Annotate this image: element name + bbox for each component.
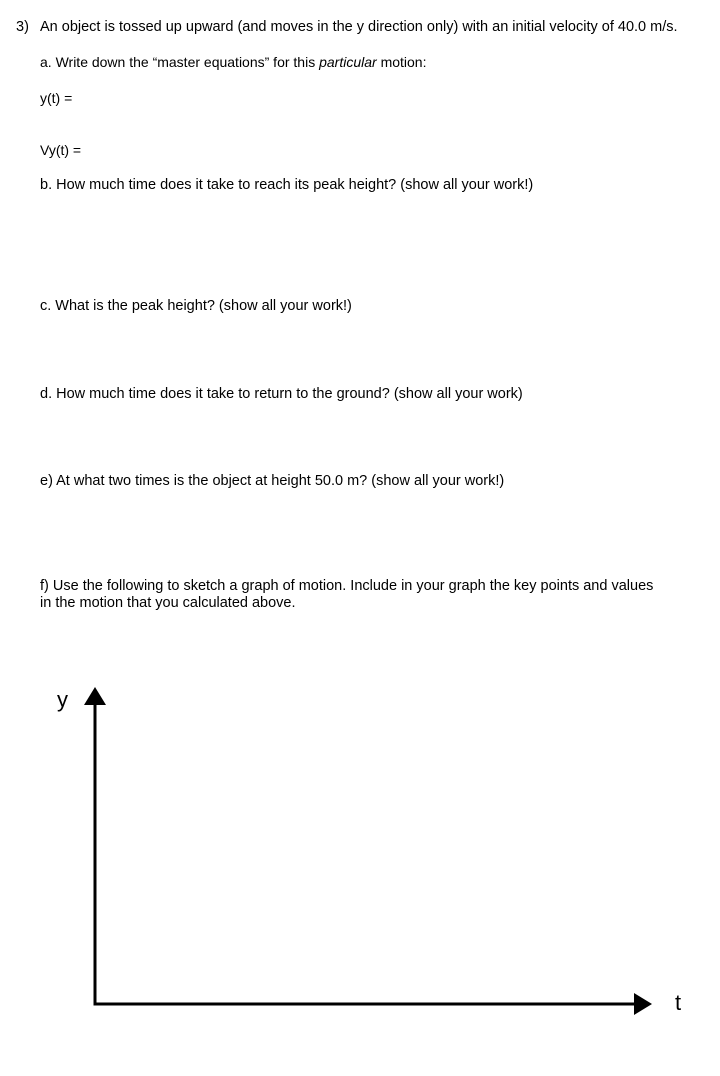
part-d-prompt: d. How much time does it take to return to the ground? (show all your work)	[40, 386, 523, 402]
part-e-prompt: e) At what two times is the object at height 50.0 m? (show all your work!)	[40, 473, 505, 489]
part-a-emphasis: particular	[319, 54, 377, 70]
part-f-prompt-line2: in the motion that you calculated above.	[40, 595, 296, 611]
question-stem: An object is tossed up upward (and moves in the y direction only) with an initial velocity of 40.0 m/s.	[40, 19, 678, 35]
part-a-prefix: a. Write down the “master equations” for this	[40, 54, 320, 70]
position-equation-label: y(t) =	[40, 90, 73, 106]
part-a-suffix: motion:	[376, 54, 427, 70]
part-c-prompt: c. What is the peak height? (show all your work!)	[40, 298, 352, 314]
part-f-prompt-line1: f) Use the following to sketch a graph of motion. Include in your graph the key points and values	[40, 578, 654, 594]
y-axis-label: y	[57, 687, 68, 712]
question-number: 3)	[16, 19, 29, 35]
t-axis-label: t	[675, 990, 682, 1015]
velocity-equation-label: Vy(t) =	[40, 142, 82, 158]
part-b-prompt: b. How much time does it take to reach its peak height? (show all your work!)	[40, 177, 534, 193]
x-axis-arrowhead	[634, 993, 652, 1015]
y-axis-arrowhead	[84, 687, 106, 705]
